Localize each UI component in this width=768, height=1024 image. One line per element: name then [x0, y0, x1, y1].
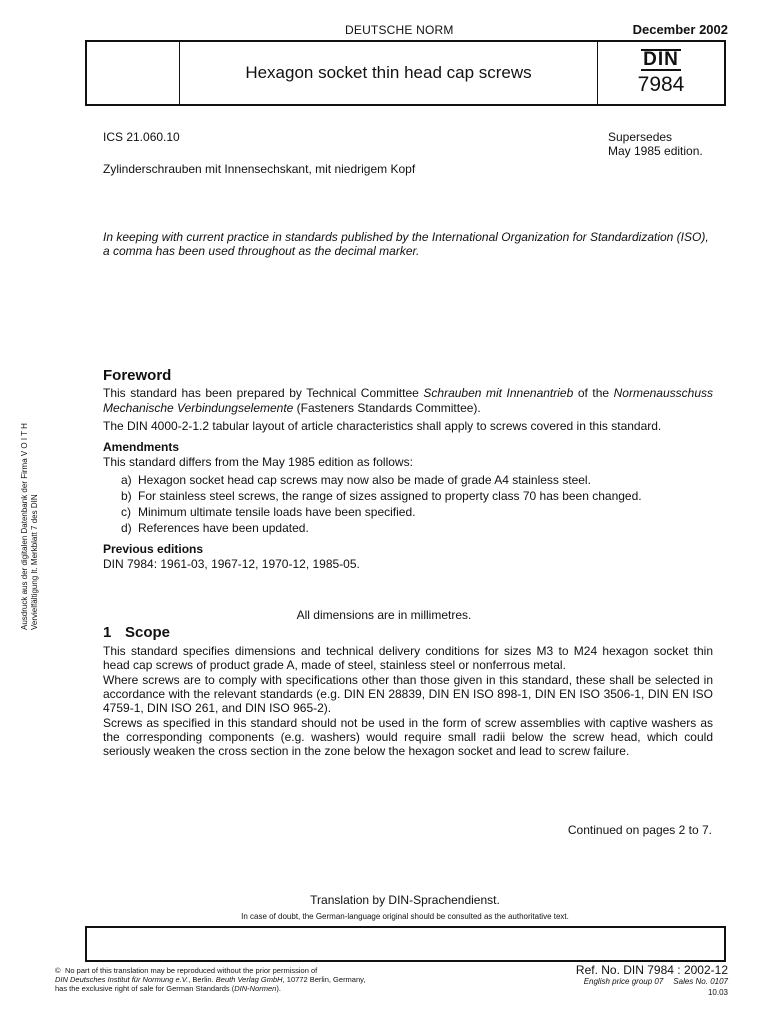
foreword-section	[103, 368, 713, 575]
previous-editions-text: DIN 7984: 1961-03, 1967-12, 1970-12, 1985-05.	[103, 557, 360, 571]
list-item: a) Hexagon socket head cap screws may now also be made of grade A4 stainless steel.	[121, 473, 591, 487]
supersedes-note	[608, 130, 703, 158]
title-box	[85, 40, 726, 106]
document-title: Hexagon socket thin head cap screws	[245, 63, 532, 82]
edition-code: 10.03	[707, 988, 728, 997]
scope-paragraph-1: This standard specifies dimensions and technical delivery conditions for sizes M3 to M24 hexagon socket thin head cap screws of product grade A, made of steel, stainless steel or nonferrous metal.	[103, 644, 713, 672]
previous-editions-heading: Previous editions	[103, 542, 204, 556]
foreword-heading: Foreword	[103, 367, 172, 384]
din-number: 7984	[637, 73, 685, 96]
amendments-intro: This standard differs from the May 1985 edition as follows:	[103, 455, 413, 469]
list-item: b) For stainless steel screws, the range of sizes assigned to property class 70 has been changed.	[121, 489, 642, 503]
amendments-heading: Amendments	[103, 440, 180, 454]
side-note-line-2: Vervielfältigung lt. Merkblatt 7 des DIN	[30, 494, 39, 630]
list-item: d) References have been updated.	[121, 521, 309, 535]
authoritative-text-note: In case of doubt, the German-language original should be consulted as the authoritative text.	[241, 912, 569, 921]
scope-paragraph-3: Screws as specified in this standard should not be used in the form of screw assemblies with captive washers as the corresponding components (e.g. washers) would require small radii below the screw head, which could seriously weaken the cross section in the zone below the hexagon socket and lead to screw failure.	[103, 716, 713, 758]
din-box	[598, 42, 724, 104]
header-date: December 2002	[632, 22, 728, 37]
side-note-line-1: Ausdruck aus der digitalen Datenbank der Firma V O I T H	[20, 423, 29, 630]
list-item: c) Minimum ultimate tensile loads have been specified.	[121, 505, 416, 519]
scope-heading: 1 Scope	[103, 624, 171, 641]
dimensions-note: All dimensions are in millimetres.	[296, 608, 472, 622]
side-note-text	[20, 390, 40, 630]
bottom-box	[85, 926, 726, 962]
scope-paragraph-2: Where screws are to comply with specifications other than those given in this standard, these shall be selected in accordance with the relevant standards (e.g. DIN EN 28839, DIN EN ISO 898-1, DIN EN ISO 3506-1, DIN EN ISO 4759-1, DIN ISO 261, and DIN ISO 965-2).	[103, 673, 713, 715]
side-note	[20, 390, 52, 630]
german-title: Zylinderschrauben mit Innensechskant, mit niedrigem Kopf	[103, 162, 416, 176]
copyright-note: © No part of this translation may be reproduced without the prior permission of DIN Deutsches Institut für Normung e.V., Berlin. Beuth Verlag GmbH, 10772 Berlin, Germany, has the exclusive right of sale for German Standards (DIN-Normen).	[55, 966, 366, 993]
foreword-paragraph-2: The DIN 4000-2-1.2 tabular layout of article characteristics shall apply to screws covered in this standard.	[103, 419, 662, 433]
foreword-paragraph-1: This standard has been prepared by Technical Committee Schrauben mit Innenantrieb of the Normenausschuss Mechanische Verbindungselemente (Fasteners Standards Committee).	[103, 386, 713, 415]
copyright-icon: ©	[55, 966, 61, 975]
amendments-list	[103, 473, 713, 536]
price-info: English price group 07 Sales No. 0107	[583, 977, 728, 986]
translation-note: Translation by DIN-Sprachendienst.	[310, 893, 500, 907]
scope-section	[103, 626, 713, 759]
reference-block	[576, 964, 728, 999]
header-norm: DEUTSCHE NORM	[345, 23, 454, 37]
ics-code: ICS 21.060.10	[103, 130, 180, 144]
din-logo: DIN	[643, 49, 679, 70]
supersedes-line-2: May 1985 edition.	[608, 144, 703, 158]
continued-note: Continued on pages 2 to 7.	[567, 823, 712, 837]
supersedes-line-1: Supersedes	[608, 130, 673, 144]
iso-decimal-note: In keeping with current practice in standards published by the International Organization for Standardization (ISO), a comma has been used throughout as the decimal marker.	[103, 230, 709, 258]
reference-number: Ref. No. DIN 7984 : 2002-12	[575, 963, 728, 977]
